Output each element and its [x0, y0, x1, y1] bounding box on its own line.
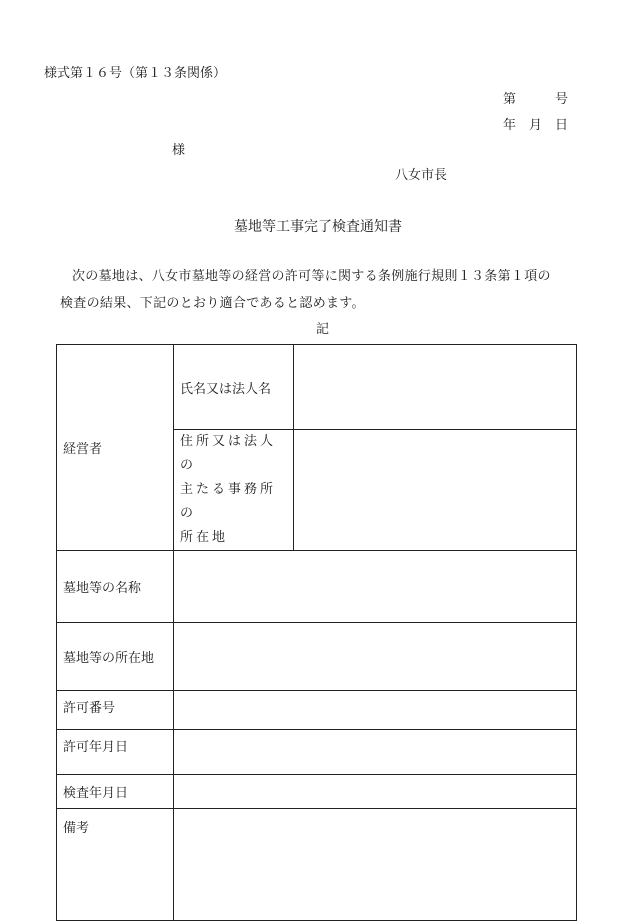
- inspection-date-value[interactable]: [174, 775, 577, 809]
- document-number-label: 第 号: [503, 92, 569, 107]
- address-line-3: 所在地: [180, 530, 229, 545]
- ki-mark: 記: [316, 322, 330, 337]
- address-line-2: 主たる事務所の: [180, 482, 277, 521]
- permit-number-value[interactable]: [174, 691, 577, 730]
- table-row: [57, 775, 577, 809]
- operator-label: 経営者: [57, 345, 174, 551]
- table-row: [57, 809, 577, 921]
- remarks-label: 備考: [57, 809, 174, 921]
- document-title: 墓地等工事完了検査通知書: [234, 219, 402, 235]
- table-row: [57, 623, 577, 691]
- cemetery-name-value[interactable]: [174, 551, 577, 623]
- form-table: [56, 344, 577, 921]
- table-row: [57, 345, 577, 430]
- name-value[interactable]: [294, 345, 577, 430]
- cemetery-location-label: 墓地等の所在地: [57, 623, 174, 691]
- table-row: [57, 551, 577, 623]
- address-line-1: 住所又は法人の: [180, 434, 277, 473]
- body-line-1: 次の墓地は、八女市墓地等の経営の許可等に関する条例施行規則１３条第１項の: [72, 269, 551, 284]
- recipient-suffix: 様: [172, 143, 186, 158]
- permit-date-label: 許可年月日: [57, 730, 174, 775]
- table-row: [57, 730, 577, 775]
- table-row: [57, 691, 577, 730]
- address-label: [174, 430, 294, 551]
- cemetery-location-value[interactable]: [174, 623, 577, 691]
- inspection-date-label: 検査年月日: [57, 775, 174, 809]
- issuer: 八女市長: [395, 168, 448, 183]
- body-line-2: 検査の結果、下記のとおり適合であると認めます。: [60, 296, 365, 311]
- name-label: 氏名又は法人名: [174, 345, 294, 430]
- permit-number-label: 許可番号: [57, 691, 174, 730]
- remarks-value[interactable]: [174, 809, 577, 921]
- date-label: 年 月 日: [503, 118, 569, 133]
- cemetery-name-label: 墓地等の名称: [57, 551, 174, 623]
- form-number: 様式第１６号（第１３条関係）: [44, 66, 227, 81]
- permit-date-value[interactable]: [174, 730, 577, 775]
- address-value[interactable]: [294, 430, 577, 551]
